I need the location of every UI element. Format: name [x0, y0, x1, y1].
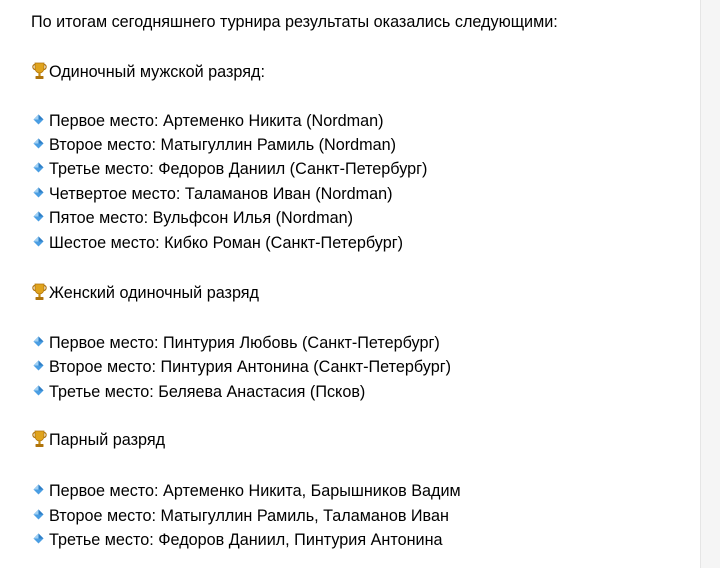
small-blue-diamond-icon — [33, 231, 44, 242]
small-blue-diamond-icon — [33, 504, 44, 515]
list-item-text: Второе место: Матыгуллин Рамиль, Таламанов Иван — [49, 507, 449, 525]
list-item — [33, 355, 451, 377]
list-item-text: Пятое место: Вульфсон Илья (Nordman) — [49, 209, 353, 227]
list-item-text: Первое место: Артеменко Никита, Барышников Вадим — [49, 482, 461, 500]
section-heading-doubles — [31, 429, 165, 451]
scroll-gutter[interactable] — [701, 0, 720, 568]
section-title: Парный разряд — [49, 431, 166, 449]
list-item-text: Второе место: Матыгуллин Рамиль (Nordman) — [49, 136, 396, 154]
list-item-text: Третье место: Федоров Даниил (Санкт-Петербург) — [49, 160, 428, 178]
list-item-text: Четвертое место: Таламанов Иван (Nordman) — [49, 185, 393, 203]
section-title: Женский одиночный разряд — [49, 284, 259, 302]
list-item — [33, 504, 449, 526]
small-blue-diamond-icon — [33, 182, 44, 193]
trophy-icon — [31, 430, 48, 448]
section-heading-womens-singles — [31, 282, 259, 304]
list-item — [33, 109, 383, 131]
list-item — [33, 380, 365, 402]
list-item — [33, 331, 440, 353]
section-heading-mens-singles — [31, 61, 265, 83]
small-blue-diamond-icon — [33, 157, 44, 168]
small-blue-diamond-icon — [33, 380, 44, 391]
list-item — [33, 133, 396, 155]
list-item — [33, 157, 427, 179]
small-blue-diamond-icon — [33, 331, 44, 342]
small-blue-diamond-icon — [33, 109, 44, 120]
trophy-icon — [31, 283, 48, 301]
list-item-text: Третье место: Беляева Анастасия (Псков) — [49, 383, 366, 401]
list-item-text: Третье место: Федоров Даниил, Пинтурия Антонина — [49, 531, 443, 549]
small-blue-diamond-icon — [33, 355, 44, 366]
list-item — [33, 231, 403, 253]
list-item-text: Второе место: Пинтурия Антонина (Санкт-Петербург) — [49, 358, 452, 376]
trophy-icon — [31, 62, 48, 80]
small-blue-diamond-icon — [33, 133, 44, 144]
small-blue-diamond-icon — [33, 206, 44, 217]
list-item — [33, 528, 443, 550]
list-item-text: Первое место: Артеменко Никита (Nordman) — [49, 112, 384, 130]
list-item — [33, 479, 461, 501]
list-item-text: Первое место: Пинтурия Любовь (Санкт-Петербург) — [49, 334, 440, 352]
section-title: Одиночный мужской разряд: — [49, 63, 265, 81]
small-blue-diamond-icon — [33, 528, 44, 539]
list-item — [33, 182, 393, 204]
intro-text: По итогам сегодняшнего турнира результаты оказались следующими: — [31, 13, 558, 31]
list-item-text: Шестое место: Кибко Роман (Санкт-Петербург) — [49, 234, 404, 252]
list-item — [33, 206, 353, 228]
small-blue-diamond-icon — [33, 479, 44, 490]
